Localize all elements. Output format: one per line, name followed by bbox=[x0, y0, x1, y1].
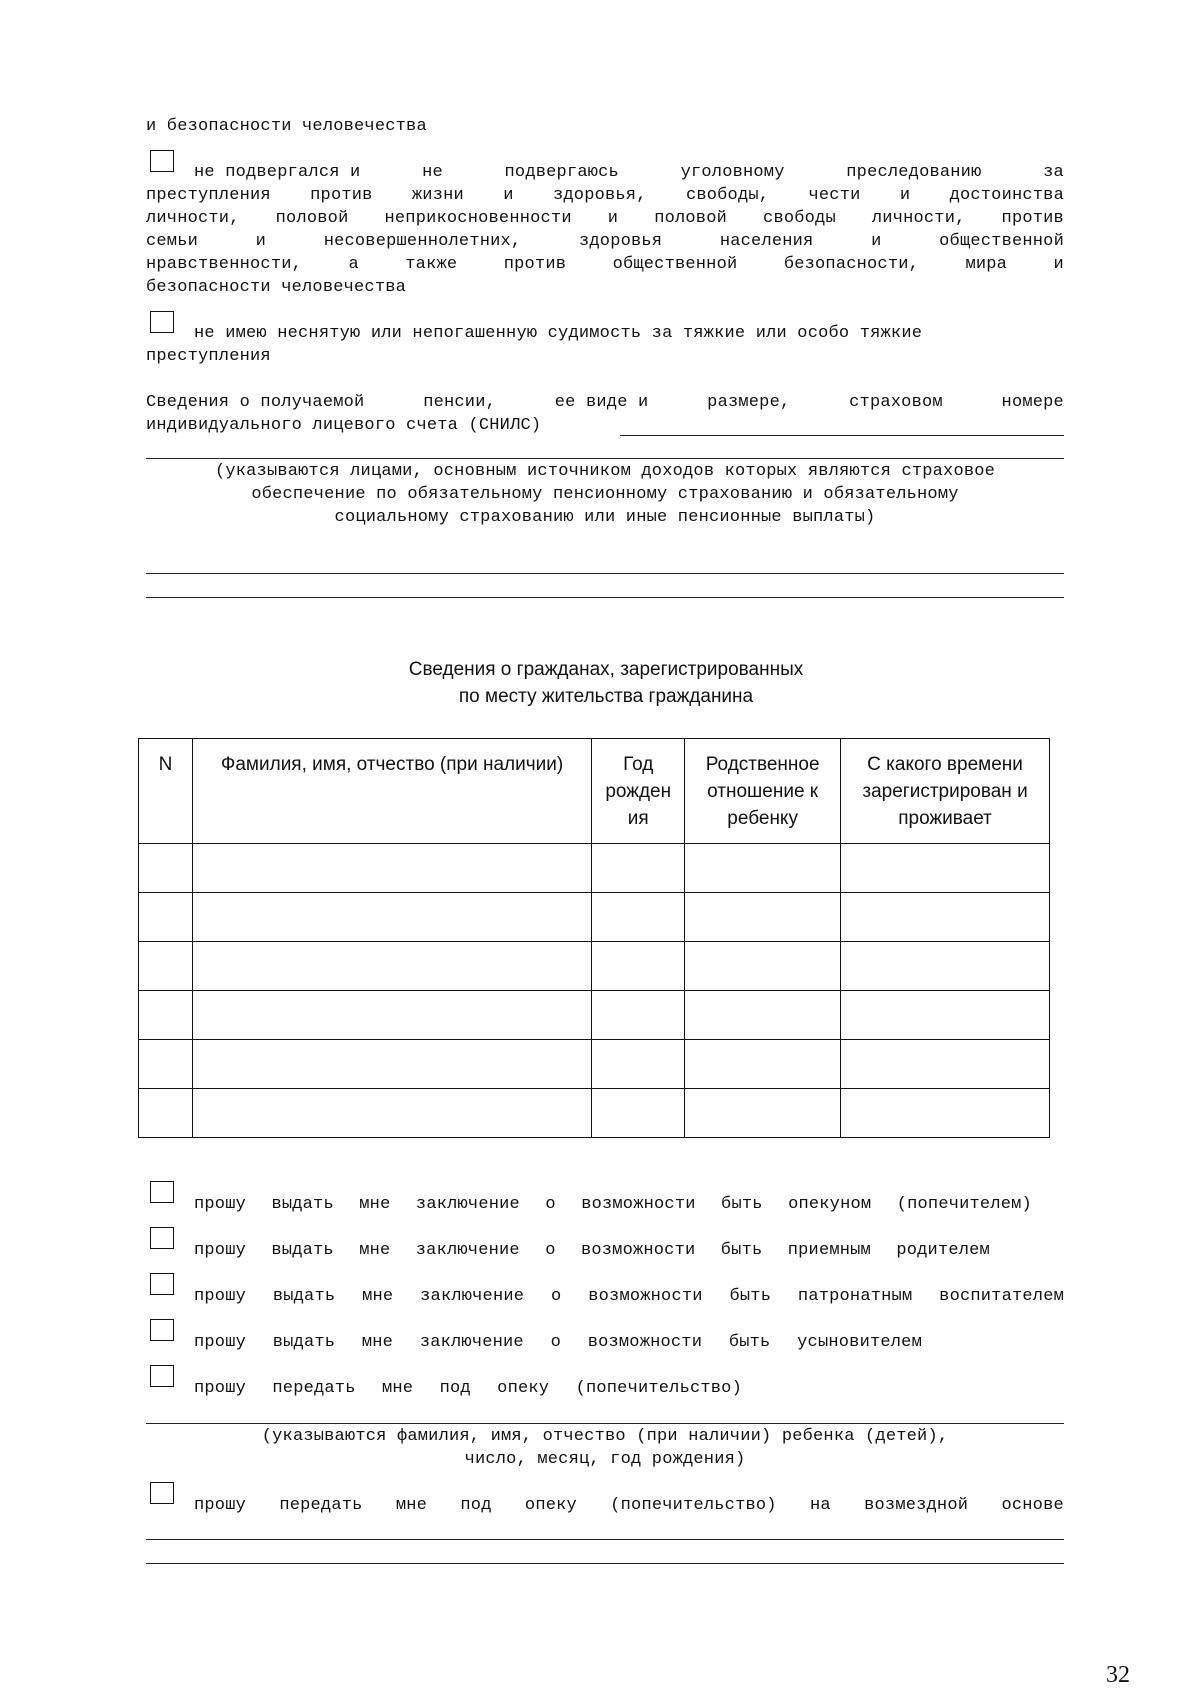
cell-number[interactable] bbox=[139, 991, 193, 1040]
table-row bbox=[139, 893, 1050, 942]
cell-birth-year[interactable] bbox=[592, 844, 685, 893]
request-foster-parent-checkbox[interactable] bbox=[150, 1227, 174, 1249]
cell-registered-since[interactable] bbox=[841, 1040, 1050, 1089]
paid-guardianship-input-line-1[interactable] bbox=[146, 1539, 1064, 1540]
child-note-line1: (указываются фамилия, имя, отчество (при наличии) ребенка (детей), bbox=[261, 1427, 949, 1446]
residents-title-line2: по месту жительства гражданина bbox=[458, 686, 754, 707]
block1-line2: преступления против жизни и здоровья, свободы, чести и достоинства bbox=[146, 186, 1064, 205]
table-row bbox=[139, 1040, 1050, 1089]
cell-relationship[interactable] bbox=[685, 942, 841, 991]
cell-birth-year[interactable] bbox=[592, 893, 685, 942]
request-transfer-guardianship-checkbox[interactable] bbox=[150, 1365, 174, 1387]
block2-line2: преступления bbox=[146, 347, 271, 366]
request-adopter-checkbox[interactable] bbox=[150, 1319, 174, 1341]
cell-relationship[interactable] bbox=[685, 991, 841, 1040]
snils-input-line[interactable] bbox=[620, 435, 1064, 436]
table-row bbox=[139, 1089, 1050, 1138]
request-guardian-checkbox[interactable] bbox=[150, 1181, 174, 1203]
cell-birth-year[interactable] bbox=[592, 942, 685, 991]
pension-note-line2: обеспечение по обязательному пенсионному страхованию и обязательному bbox=[251, 485, 959, 504]
cell-number[interactable] bbox=[139, 893, 193, 942]
block2-line1: не имею неснятую или непогашенную судимость за тяжкие или особо тяжкие bbox=[194, 324, 923, 343]
pension-line1: Сведения о получаемой пенсии, ее виде и размере, страховом номере bbox=[146, 393, 1064, 412]
col-header-full-name: Фамилия, имя, отчество (при наличии) bbox=[192, 739, 591, 844]
table-row bbox=[139, 844, 1050, 893]
pension-line2-snils-label: индивидуального лицевого счета (СНИЛС) bbox=[146, 416, 542, 435]
cell-full-name[interactable] bbox=[192, 942, 591, 991]
cell-full-name[interactable] bbox=[192, 844, 591, 893]
blank-line-2[interactable] bbox=[146, 597, 1064, 598]
table-row bbox=[139, 991, 1050, 1040]
paid-guardianship-checkbox[interactable] bbox=[150, 1482, 174, 1504]
cell-number[interactable] bbox=[139, 942, 193, 991]
col-header-number: N bbox=[139, 739, 193, 844]
block1-line4: семьи и несовершеннолетних, здоровья населения и общественной bbox=[146, 232, 1064, 251]
cell-relationship[interactable] bbox=[685, 1040, 841, 1089]
paid-guardianship-input-line-2[interactable] bbox=[146, 1563, 1064, 1564]
cell-registered-since[interactable] bbox=[841, 893, 1050, 942]
cell-registered-since[interactable] bbox=[841, 991, 1050, 1040]
block1-line5: нравственности, а также против общественной безопасности, мира и bbox=[146, 255, 1064, 274]
child-name-input-line[interactable] bbox=[146, 1423, 1064, 1424]
cell-full-name[interactable] bbox=[192, 1040, 591, 1089]
table-header-row bbox=[139, 739, 1050, 844]
col-header-relationship: Родственное отношение к ребенку bbox=[685, 739, 841, 844]
cell-full-name[interactable] bbox=[192, 893, 591, 942]
request-patronage-label: прошу выдать мне заключение о возможности быть патронатным воспитателем bbox=[194, 1287, 1064, 1306]
table-row bbox=[139, 942, 1050, 991]
child-note-line2: число, месяц, год рождения) bbox=[464, 1450, 746, 1469]
cell-birth-year[interactable] bbox=[592, 1040, 685, 1089]
residents-title-line1: Сведения о гражданах, зарегистрированных bbox=[408, 659, 804, 680]
cell-full-name[interactable] bbox=[192, 1089, 591, 1138]
blank-line-1[interactable] bbox=[146, 573, 1064, 574]
request-transfer-guardianship-label: прошу передать мне под опеку (попечительство) bbox=[194, 1379, 742, 1398]
cell-relationship[interactable] bbox=[685, 844, 841, 893]
request-adopter-label: прошу выдать мне заключение о возможности быть усыновителем bbox=[194, 1333, 922, 1352]
cell-birth-year[interactable] bbox=[592, 1089, 685, 1138]
cell-relationship[interactable] bbox=[685, 893, 841, 942]
cell-registered-since[interactable] bbox=[841, 1089, 1050, 1138]
continuation-line: и безопасности человечества bbox=[146, 117, 427, 136]
request-patronage-checkbox[interactable] bbox=[150, 1273, 174, 1295]
col-header-registered-since: С какого времени зарегистрирован и проживает bbox=[841, 739, 1050, 844]
block1-line1: не подвергался и не подвергаюсь уголовному преследованию за bbox=[194, 163, 1064, 182]
pension-note-line1: (указываются лицами, основным источником доходов которых являются страховое bbox=[214, 462, 996, 481]
page-number: 32 bbox=[1106, 1662, 1130, 1688]
residents-table bbox=[138, 738, 1050, 1138]
pension-input-line[interactable] bbox=[146, 458, 1064, 459]
cell-full-name[interactable] bbox=[192, 991, 591, 1040]
no-prosecution-checkbox[interactable] bbox=[150, 150, 174, 172]
cell-registered-since[interactable] bbox=[841, 844, 1050, 893]
request-guardian-label: прошу выдать мне заключение о возможности быть опекуном (попечителем) bbox=[194, 1195, 1032, 1214]
cell-birth-year[interactable] bbox=[592, 991, 685, 1040]
cell-relationship[interactable] bbox=[685, 1089, 841, 1138]
paid-guardianship-line: прошу передать мне под опеку (попечительство) на возмездной основе bbox=[194, 1496, 1064, 1515]
block1-line6: безопасности человечества bbox=[146, 278, 407, 297]
no-criminal-record-checkbox[interactable] bbox=[150, 311, 174, 333]
block1-line3: личности, половой неприкосновенности и половой свободы личности, против bbox=[146, 209, 1064, 228]
cell-registered-since[interactable] bbox=[841, 942, 1050, 991]
request-foster-parent-label: прошу выдать мне заключение о возможности быть приемным родителем bbox=[194, 1241, 990, 1260]
col-header-birth-year: Год рожден ия bbox=[592, 739, 685, 844]
cell-number[interactable] bbox=[139, 1089, 193, 1138]
pension-note-line3: социальному страхованию или иные пенсионные выплаты) bbox=[334, 508, 876, 527]
cell-number[interactable] bbox=[139, 844, 193, 893]
cell-number[interactable] bbox=[139, 1040, 193, 1089]
